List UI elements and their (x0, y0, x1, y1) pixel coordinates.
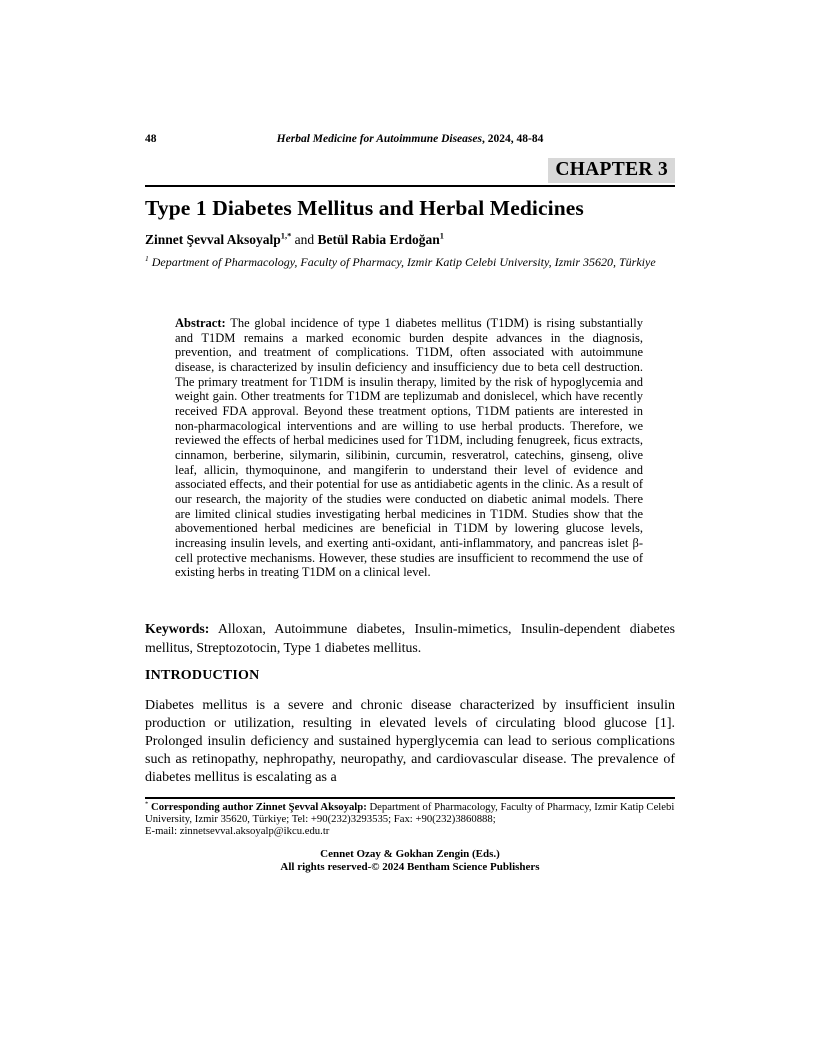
footnote-label: Corresponding author Zinnet Şevval Aksoyalp: (150, 801, 367, 813)
abstract-text: The global incidence of type 1 diabetes mellitus (T1DM) is rising substantially and T1DM remains a marked economic burden despite advances in the diagnosis, prevention, and treatment of complications. T1DM, often associated with autoimmune disease, is characterized by insulin deficiency and insufficiency due to beta cell destruction. The primary treatment for T1DM is insulin therapy, limited by the risk of hypoglycemia and weight gain. Other treatments for T1DM are teplizumab and donislecel, which have recently received FDA approval. Beyond these treatment options, T1DM patients are interested in non-pharmacological interventions and are willing to use herbal products. Therefore, we reviewed the effects of herbal medicines used for T1DM, including fenugreek, ficus extracts, cinnamon, berberine, silymarin, silibinin, curcumin, resveratrol, catechins, ginseng, olive leaf, allicin, thymoquinone, and mangiferin to understand their level of evidence and associated effects, and their potential for use as antidiabetic agents in the clinic. As a result of our research, the majority of the studies were conducted on diabetic animal models. There are limited clinical studies investigating herbal medicines in T1DM. Studies show that the abovementioned herbal medicines are beneficial in T1DM by lowering glucose levels, increasing insulin levels, and exerting anti-oxidant, anti-inflammatory, and pancreas islet β-cell protective mechanisms. However, these studies are insufficient to recommend the use of existing herbs in treating T1DM on a clinical level. (175, 316, 643, 580)
keywords-text: Alloxan, Autoimmune diabetes, Insulin-mimetics, Insulin-dependent diabetes mellitus, Streptozotocin, Type 1 diabetes mellitus. (145, 621, 675, 655)
keywords-label: Keywords: (145, 621, 210, 636)
chapter-badge: CHAPTER 3 (548, 158, 675, 183)
footnote-marker: * (145, 800, 149, 808)
article-title: Type 1 Diabetes Mellitus and Herbal Medicines (145, 196, 584, 220)
footnote-text: Department of Pharmacology, Faculty of Pharmacy, Izmir Katip Celebi University, Izmir 35620, Türkiye; Tel: +90(232)3293535; Fax: +90(232)3860888; (145, 801, 675, 825)
section-heading-introduction: INTRODUCTION (145, 668, 260, 683)
header-rule (145, 185, 675, 187)
running-head-title: Herbal Medicine for Autoimmune Diseases (276, 133, 482, 145)
footnote-email: E-mail: zinnetsevval.aksoyalp@ikcu.edu.tr (145, 825, 330, 837)
rights-line: All rights reserved-© 2024 Bentham Science Publishers (280, 861, 540, 873)
introduction-paragraph: Diabetes mellitus is a severe and chronic disease characterized by insufficient insulin production or utilization, resulting in elevated levels of circulating blood glucose [1]. Prolonged insulin deficiency and sustained hyperglycemia can lead to serious complications such as retinopathy, nephropathy, neuropathy, and cardiovascular disease. The prevalence of diabetes mellitus is escalating as a (145, 698, 675, 785)
authors-connector: and (294, 232, 315, 247)
abstract (175, 316, 643, 580)
affiliation-text: Department of Pharmacology, Faculty of Pharmacy, Izmir Katip Celebi University, Izmir 35620, Türkiye (148, 255, 656, 269)
running-head (145, 133, 675, 145)
affiliation-superscript: 1 (145, 254, 149, 263)
author-2-superscript: 1 (439, 231, 444, 241)
author-1: Zinnet Şevval Aksoyalp (145, 232, 281, 247)
author-2: Betül Rabia Erdoğan (317, 232, 440, 247)
author-1-superscript: 1,* (280, 231, 292, 241)
running-head-pages: , 2024, 48-84 (481, 133, 544, 145)
keywords (145, 620, 675, 657)
corresponding-author-footnote (145, 801, 675, 837)
publisher-footer (145, 848, 675, 874)
page-number: 48 (145, 133, 157, 145)
abstract-label: Abstract: (175, 316, 226, 330)
footnote-rule (145, 797, 675, 799)
editors-line: Cennet Ozay & Gokhan Zengin (Eds.) (320, 848, 500, 860)
page-header (145, 133, 675, 149)
affiliation (145, 255, 675, 270)
authors-line (145, 232, 675, 248)
